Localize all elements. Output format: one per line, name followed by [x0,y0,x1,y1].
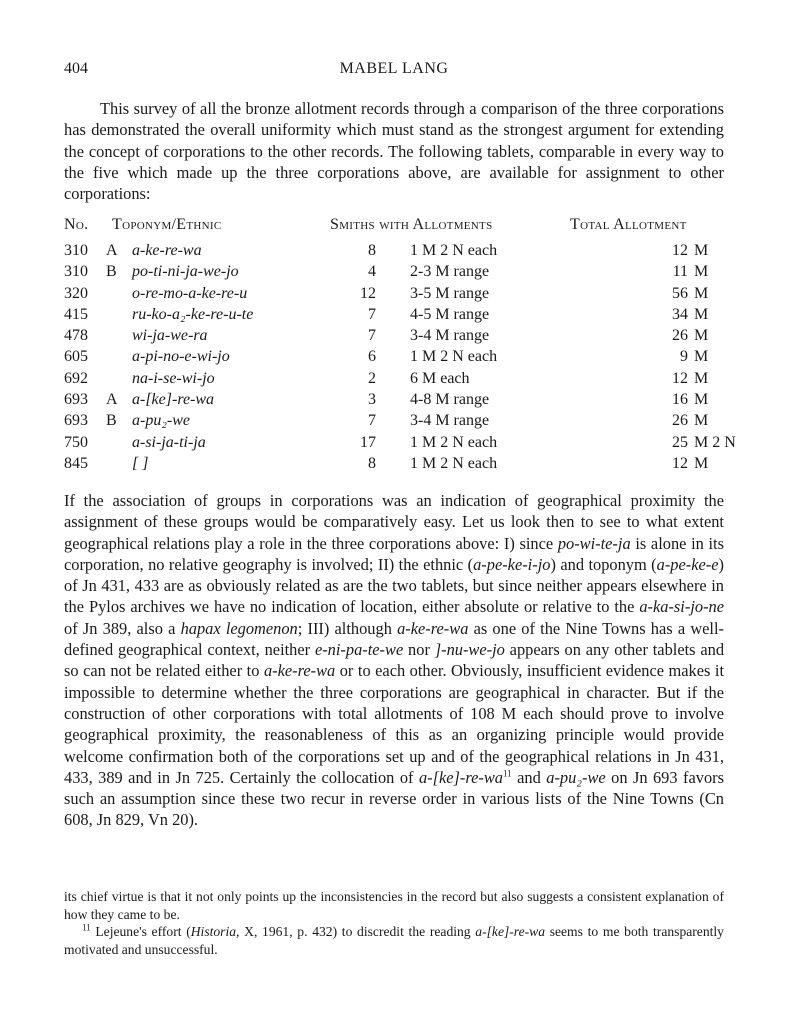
table-row [64,263,734,284]
smiths-count: 17 [360,433,376,451]
tablet-number: 692 [64,369,88,387]
tablet-number: 693 [64,391,88,409]
header-toponym: Toponym/Ethnic [112,216,222,233]
tablet-number: 605 [64,348,88,366]
page-number: 404 [64,60,88,77]
total-unit: M [694,412,709,430]
toponym-name: a-si-ja-ti-ja [132,433,206,451]
footnote-continuation: its chief virtue is that it not only points up the inconsistencies in the record but also suggests a consistent explanation of how they came to be. [64,889,724,922]
header-total: Total Allotment [570,216,687,233]
toponym-name: ru-ko-a₂-ke-re-u-te [132,305,254,323]
total-unit: M [694,391,709,409]
smiths-count: 7 [368,305,376,323]
tablet-suffix: A [106,242,118,259]
total-allotment: 12 [672,242,688,259]
total-unit: M [694,327,709,345]
toponym-name: a-ke-re-wa [132,242,202,259]
total-allotment: 12 [672,369,688,387]
tablet-suffix: B [106,412,117,430]
allotment-description: 3-4 M range [410,327,490,345]
allotment-description: 1 M 2 N each [410,454,498,472]
toponym-name: o-re-mo-a-ke-re-u [132,284,248,302]
header-smiths: Smiths with Allotments [330,216,493,233]
toponym-name: wi-ja-we-ra [132,327,208,345]
allotment-description: 3-5 M range [410,284,490,302]
total-allotment: 26 [672,412,688,430]
total-allotment: 12 [672,454,688,472]
tablet-number: 310 [64,263,88,281]
table-row [64,434,734,455]
table-header [64,216,734,242]
total-unit: M [694,369,709,387]
smiths-count: 4 [368,263,376,281]
smiths-count: 7 [368,412,376,430]
total-allotment: 11 [672,263,688,281]
toponym-name: a-[ke]-re-wa [132,391,215,409]
allotment-description: 1 M 2 N each [410,348,498,366]
table-row [64,348,734,369]
allotment-description: 1 M 2 N each [410,242,498,259]
total-allotment: 25 [672,433,688,451]
allotment-description: 4-5 M range [410,305,490,323]
smiths-count: 7 [368,327,376,345]
toponym-name: [ ] [132,454,149,472]
table-row [64,285,734,306]
toponym-name: na-i-se-wi-jo [132,369,215,387]
allotment-table [64,216,734,476]
table-row [64,391,734,412]
tablet-number: 845 [64,454,88,472]
allotment-description: 4-8 M range [410,391,490,409]
smiths-count: 12 [360,284,376,302]
footnotes [64,888,724,958]
total-unit: M [694,454,709,472]
footnote-ref: 11 [503,768,512,779]
smiths-count: 8 [368,454,376,472]
table-row [64,242,734,263]
tablet-number: 750 [64,433,88,451]
allotment-description: 3-4 M range [410,412,490,430]
table-row [64,306,734,327]
toponym-name: a-pi-no-e-wi-jo [132,348,230,366]
table-row [64,327,734,348]
total-unit: M 2 N [694,433,736,451]
header-no: No. [64,216,89,233]
page-header [64,60,724,84]
intro-paragraph: This survey of all the bronze allotment records through a comparison of the three corporations has demonstrated the overall uniformity which must stand as the strongest argument for extending the concept of corporations to the other records. The following tablets, comparable in every way to the five which made up the three corporations above, are available for assignment to other corporations: [64,99,724,204]
allotment-description: 2-3 M range [410,263,490,281]
tablet-number: 320 [64,284,88,302]
tablet-suffix: A [106,391,118,409]
tablet-suffix: B [106,263,117,281]
toponym-name: po-ti-ni-ja-we-jo [132,263,239,281]
total-unit: M [694,284,709,302]
discussion-paragraph: If the association of groups in corporations was an indication of geographical proximity the assignment of these groups would be comparatively easy. Let us look then to see to what extent geographical relations play a role in the three corporations above: I) since po-wi-te-ja is alone in its corporation, no relative geography is involved; II) the ethnic (a-pe-ke-i-jo) and toponym (a-pe-ke-e) of Jn 431, 433 are as obviously related as are the two tablets, but since neither appears elsewhere in the Pylos archives we have no indication of location, either absolute or relative to the a-ka-si-jo-ne of Jn 389, also a hapax legomenon; III) although a-ke-re-wa as one of the Nine Towns has a well-defined geographical context, neither e-ni-pa-te-we nor ]-nu-we-jo appears on any other tablets and so can not be related either to a-ke-re-wa or to each other. Obviously, insufficient evidence makes it impossible to determine whether the three corporations are geographical in character. But if the construction of other corporations with total allotments of 108 M each should prove to involve geographical proximity, the reasonableness of this as an organizing principle would provide welcome confirmation both of the corporations set up and of the geographical relations in Jn 431, 433, 389 and in Jn 725. Certainly the collocation of $a-[ke]-re-wa^{11}$ and a-pu₂-we on Jn 693 favors such an assumption since these two recur in reverse order in various lists of the Nine Towns (Cn 608, Jn 829, Vn 20). [64,491,725,830]
total-allotment: 34 [672,305,688,323]
table-row [64,455,734,476]
tablet-number: 310 [64,242,88,259]
table-body [64,242,734,476]
table-row [64,370,734,391]
tablet-number: 693 [64,412,88,430]
smiths-count: 3 [368,391,376,409]
total-unit: M [694,305,709,323]
tablet-number: 415 [64,305,88,323]
total-allotment: 16 [672,391,688,409]
footnote-number: 11 [82,922,91,933]
total-allotment: 56 [672,284,688,302]
table-row [64,412,734,433]
footnote-11: $^{11}$ Lejeune's effort (Historia, X, 1961, p. 432) to discredit the reading a-[ke]-re-wa seems to me both transparently motivated and unsuccessful. [64,922,724,957]
running-title: MABEL LANG [339,60,449,77]
allotment-description: 6 M each [410,369,470,387]
allotment-description: 1 M 2 N each [410,433,498,451]
total-allotment: 9 [680,348,688,366]
total-allotment: 26 [672,327,688,345]
toponym-name: a-pu₂-we [132,412,190,430]
tablet-number: 478 [64,327,88,345]
total-unit: M [694,242,709,259]
smiths-count: 6 [368,348,376,366]
smiths-count: 8 [368,242,376,259]
total-unit: M [694,348,709,366]
total-unit: M [694,263,709,281]
smiths-count: 2 [368,369,376,387]
